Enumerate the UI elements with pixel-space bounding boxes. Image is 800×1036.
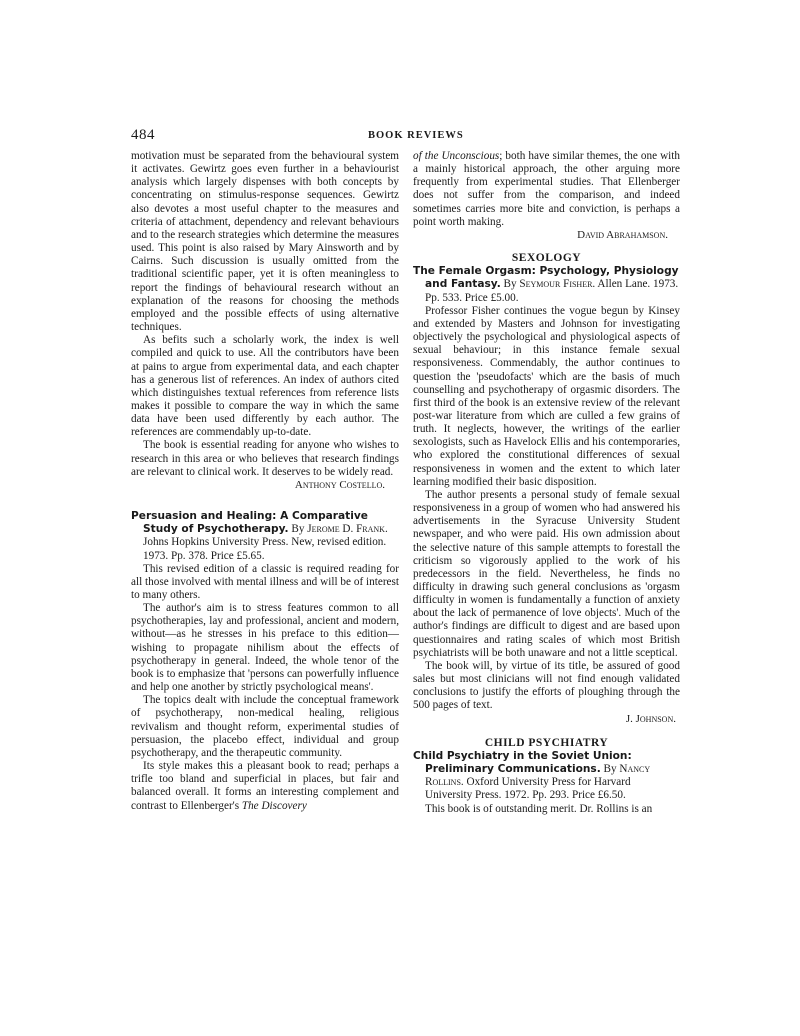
reviewer-signature: David Abrahamson. bbox=[577, 228, 668, 241]
book-author: Jerome D. Frank. bbox=[307, 523, 388, 536]
reviewer-signature: J. Johnson. bbox=[625, 712, 676, 725]
paragraph bbox=[131, 760, 399, 813]
book-citation bbox=[131, 510, 399, 563]
section-heading: CHILD PSYCHIATRY bbox=[484, 736, 609, 749]
paragraph: The topics dealt with include the conceptual framework of psychotherapy, non-medical healing, religious revivalism and thought reform, experimental studies of persuasion, the placebo effect, individual and group psychotherapy, and the therapeutic community. bbox=[131, 694, 399, 759]
book-details: Oxford University Press for Harvard University Press. 1972. Pp. 293. Price £6.50. bbox=[425, 776, 631, 802]
by-word: By bbox=[500, 278, 520, 291]
book-citation bbox=[413, 750, 680, 803]
paragraph: This book is of outstanding merit. Dr. Rollins is an bbox=[425, 802, 653, 815]
section-heading: SEXOLOGY bbox=[511, 252, 582, 265]
reviewer-signature: Anthony Costello. bbox=[294, 478, 385, 491]
book-citation bbox=[413, 265, 680, 304]
paragraph: The author's aim is to stress features common to all psychotherapies, lay and professional, ancient and modern, without—as he stresses in his preface to this edition—wishing to propagate nihilism about the effects of psychotherapy in general. Indeed, the whole tenor of the book is to emphasize that 'persons can powerfully influence and help one another by strictly psychological means'. bbox=[131, 602, 399, 694]
book-title: Persuasion and Healing: A Comparative Study of Psychotherapy. bbox=[131, 510, 368, 536]
book-author: Seymour Fisher. bbox=[519, 278, 596, 291]
left-column bbox=[131, 150, 399, 813]
paragraph bbox=[413, 150, 680, 229]
right-column bbox=[413, 150, 680, 816]
paragraph-text: ; both have similar themes, the one with a mainly historical approach, the other arguing more frequently from experimental studies. That Ellenberger does not suffer from the comparison, and indeed sometimes carries more bite and conviction, is perhaps a point worth making. bbox=[413, 150, 680, 228]
book-details: Allen Lane. 1973. Pp. 533. Price £5.00. bbox=[425, 278, 679, 304]
paragraph: This revised edition of a classic is required reading for all those involved with mental illness and will be of interest to many others. bbox=[131, 562, 399, 601]
page-number: 484 bbox=[131, 127, 155, 143]
paragraph: Professor Fisher continues the vogue begun by Kinsey and extended by Masters and Johnson for investigating objectively the psychological and physiological aspects of sexual behaviour; in this instance female sexual responsiveness. Commendably, the author continues to question the 'pseudofacts' which are the basis of much counselling and psychotherapy of orgasmic disorders. The first third of the book is an extensive review of the relevant post-war literature from which are culled a few grains of truth. It neglects, however, the writings of the earlier sexologists, such as Havelock Ellis and his contemporaries, who explored the constitutional differences of sexual responsiveness in women and the extent to which later learning modified their basic disposition. bbox=[413, 304, 680, 488]
running-head: BOOK REVIEWS bbox=[368, 130, 464, 141]
paragraph: As befits such a scholarly work, the index is well compiled and quick to use. All the contributors have been at pains to argue from experimental data, and each chapter has a generous list of references. An index of authors cited which distinguishes textual references from reference lists makes it possible to compare the way in which the same data have been used differently by each author. The references are commendably up-to-date. bbox=[131, 334, 399, 439]
book-title: The Female Orgasm: Psychology, Physiology and Fantasy. bbox=[413, 265, 679, 291]
book-title: Child Psychiatry in the Soviet Union: Preliminary Communications. bbox=[413, 749, 632, 776]
book-details: Johns Hopkins University Press. New, revised edition. 1973. Pp. 378. Price £5.65. bbox=[143, 536, 387, 562]
paragraph: motivation must be separated from the behavioural system it activates. Gewirtz goes even further in a behaviourist analysis which largely dispenses with both concepts by concentrating on stimulus-response sequences. Gewirtz also devotes a most useful chapter to the measures and criteria of attachment, dependency and relevant behaviours and to the research strategies which determine the measures used. This point is also raised by Mary Ainsworth and by Cairns. Such discussion is usually omitted from the traditional scientific paper, yet it is often meaningless to report the findings of behavioural research without an explanation of the reasons for choosing the methods employed and the possible effects of using alternative techniques. bbox=[131, 150, 399, 334]
italic-title: The Discovery bbox=[241, 799, 307, 812]
book-author: Nancy Rollins. bbox=[425, 763, 651, 789]
paragraph: The book is essential reading for anyone who wishes to research in this area or who believes that research findings are relevant to clinical work. It deserves to be widely read. bbox=[131, 439, 399, 478]
by-word: By bbox=[288, 523, 308, 536]
paragraph-text: Its style makes this a pleasant book to read; perhaps a trifle too bland and superficial in places, but fair and balanced overall. It forms an interesting complement and contrast to Ellenberger's bbox=[131, 760, 399, 812]
italic-title: of the Unconscious bbox=[413, 150, 500, 162]
paragraph: The book will, by virtue of its title, be assured of good sales but most clinicians will not find enough validated conclusions to justify the efforts of ploughing through the 500 pages of text. bbox=[413, 659, 680, 712]
paragraph: The author presents a personal study of female sexual responsiveness in a group of women who had answered his advertisements in the Syracuse University Student newspaper, and who were paid. His own admission about the selective nature of this sample attempts to forestall the criticism so vigorously applied to the work of his predecessors in the field. Nevertheless, he finds no difficulty in drawing such general conclusions as 'orgasm difficulty in women is fundamentally a function of anxiety about the lack of permanence of love objects'. Much of the author's findings are difficult to digest and are based upon questionnaires and rating scales of which most British psychiatrists will be both unaware and not a little sceptical. bbox=[413, 488, 680, 659]
by-word: By bbox=[600, 763, 620, 776]
